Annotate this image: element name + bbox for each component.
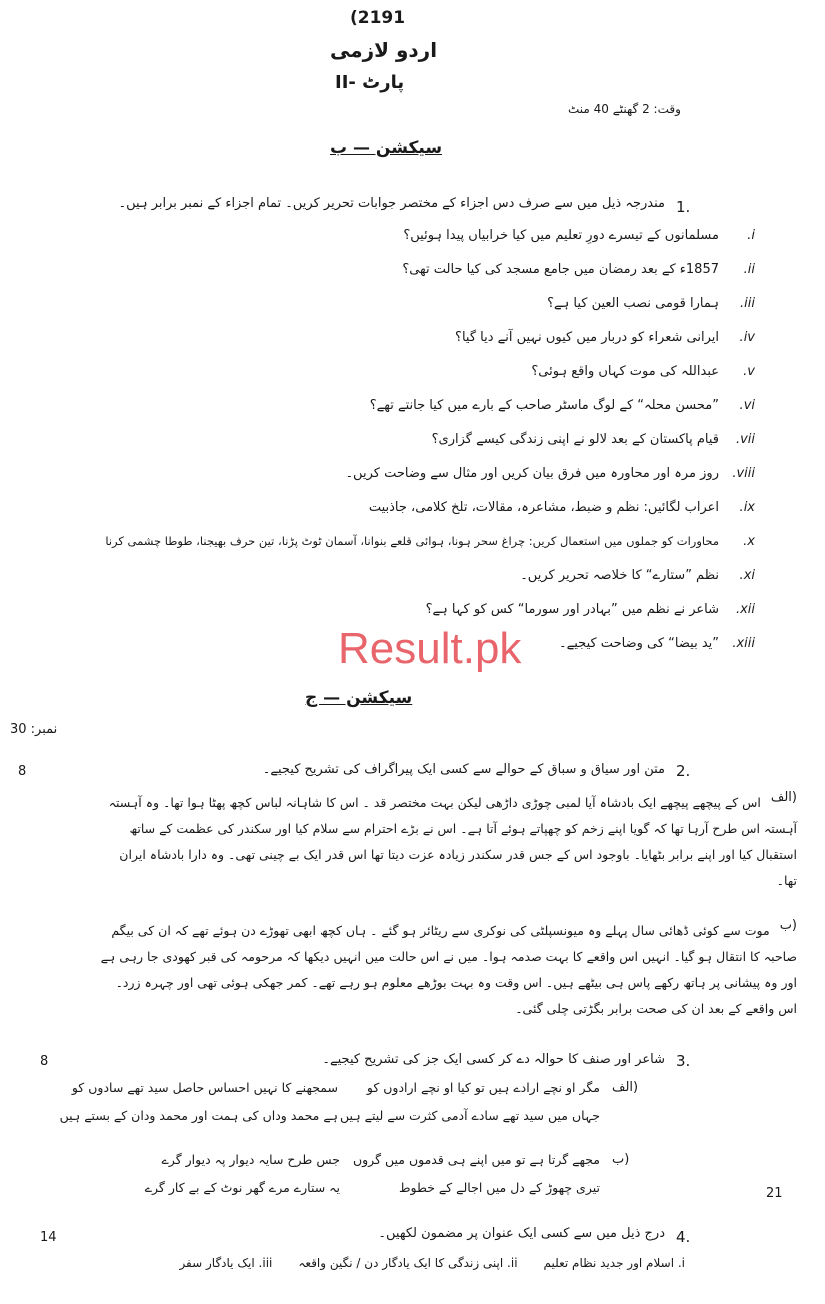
q3-part-b-right-verse-1: مجھے گرتا ہے تو میں اپنے ہی قدموں میں گروں xyxy=(352,1152,600,1167)
question-3-number: 3. xyxy=(676,1052,691,1070)
topic-item: iii. ایک یادگار سفر xyxy=(179,1256,273,1270)
list-item xyxy=(55,432,755,466)
section-b-heading: سیکشن — ب xyxy=(330,138,443,158)
part-a-paragraph: اس کے پیچھے پیچھے ایک بادشاہ آیا لمبی چوڑی داڑھی لیکن بہت مختصر قد ۔ اس کا شاہانہ لباس کچھ پھٹا ہوا تھا۔ وہ آہستہ آہستہ اس طرح آرہا تھا کہ گویا اپنے زخم کو چھپاتے ہوئے آتا ہے۔ اس نے بڑے احترام سے سلام کیا اور سکندر کی عظمت کے ساتھ استقبال کیا اور اپنے برابر بٹھایا۔ باوجود اس کے جس قدر سکندر زیادہ عزت دیتا تھا اس قدر ایک بے چینی تھی۔ وہ دارا بادشاہ ایران تھا۔ xyxy=(108,795,797,888)
time-allowed: وقت: 2 گھنٹے 40 منٹ xyxy=(568,102,681,116)
item-text: ”ید بیضا“ کی وضاحت کیجیے۔ xyxy=(559,636,719,651)
q3-part-a-left-verse-2: ہے محمد وداں کی ہمت اور محمد ودان کے بستے ہیں xyxy=(59,1108,338,1123)
topic-item: ii. اپنی زندگی کا ایک یادگار دن / نگین واقعہ xyxy=(298,1256,518,1270)
item-number: vi. xyxy=(739,398,755,413)
list-item xyxy=(55,398,755,432)
question-2-part-a xyxy=(27,790,797,894)
list-item xyxy=(55,466,755,500)
part-a-label: (الف xyxy=(770,790,797,805)
part-label: پارٹ -II xyxy=(335,72,405,93)
q3-part-a-right-verse-1: مگر او نچے ارادے ہیں تو کیا او نچے ارادوں کو xyxy=(366,1080,600,1095)
item-number: viii. xyxy=(732,466,755,481)
list-item xyxy=(55,364,755,398)
subject-title: اردو لازمی xyxy=(330,38,438,62)
part-b-label: (ب xyxy=(779,918,797,933)
q3-part-a-left-verse-1: سمجھنے کا نہیں احساس حاصل سید تھے سادوں کو xyxy=(71,1080,338,1095)
item-number: ii. xyxy=(743,262,755,277)
item-text: قیام پاکستان کے بعد لالو نے اپنی زندگی کیسے گزاری؟ xyxy=(431,432,719,447)
list-item xyxy=(55,262,755,296)
question-4-number: 4. xyxy=(676,1228,691,1246)
q3-part-a-right-verse-2: جہاں میں سید تھے سادے آدمی کثرت سے لیتے ہیں xyxy=(340,1108,600,1123)
question-4-instruction: درج ذیل میں سے کسی ایک عنوان پر مضمون لکھیں۔ xyxy=(378,1226,665,1241)
question-2-part-b xyxy=(27,918,797,1022)
paper-code: (2191 xyxy=(350,8,406,28)
item-number: iii. xyxy=(740,296,755,311)
item-number: v. xyxy=(743,364,755,379)
item-text: عبداللہ کی موت کہاں واقع ہوئی؟ xyxy=(531,364,719,379)
item-number: xiii. xyxy=(732,636,755,651)
q3-part-b-label: (ب xyxy=(612,1152,630,1167)
list-item xyxy=(55,228,755,262)
list-item xyxy=(55,568,755,602)
question-2-marks: 8 xyxy=(18,764,27,779)
watermark-text: Result.pk xyxy=(338,624,522,673)
q3-part-b-right-verse-2: تیری چھوڑ کے دل میں اجالے کے خطوط xyxy=(398,1180,600,1195)
item-text: مسلمانوں کے تیسرے دورِ تعلیم میں کیا خرابیاں پیدا ہوئیں؟ xyxy=(403,228,719,243)
list-item xyxy=(55,500,755,534)
question-3-instruction: شاعر اور صنف کا حوالہ دے کر کسی ایک جز کی تشریح کیجیے۔ xyxy=(322,1052,665,1067)
item-number: vii. xyxy=(735,432,755,447)
question-4-marks: 14 xyxy=(40,1230,57,1245)
question-1-items xyxy=(55,228,755,670)
section-c-marks: نمبر: 30 xyxy=(10,722,58,737)
q3-part-b-left-verse-2: یہ ستارے مرے گھر نوٹ کے بے کار گرے xyxy=(144,1180,340,1195)
item-number: ix. xyxy=(739,500,755,515)
list-item xyxy=(55,296,755,330)
side-mark: 21 xyxy=(766,1186,783,1201)
item-text: 1857ء کے بعد رمضان میں جامع مسجد کی کیا حالت تھی؟ xyxy=(402,262,719,277)
item-text: ہمارا قومی نصب العین کیا ہے؟ xyxy=(547,296,719,311)
topic-item: i. اسلام اور جدید نظام تعلیم xyxy=(543,1256,685,1270)
list-item xyxy=(55,534,755,568)
q3-part-b-left-verse-1: جس طرح سایہ دیوار پہ دیوار گرے xyxy=(161,1152,340,1167)
question-3-marks: 8 xyxy=(40,1054,49,1069)
item-text: اعراب لگائیں: نظم و ضبط، مشاعرہ، مقالات، تلخ کلامی، جاذبیت xyxy=(368,500,719,515)
question-2-instruction: متن اور سیاق و سباق کے حوالے سے کسی ایک پیراگراف کی تشریح کیجیے۔ xyxy=(262,762,665,777)
question-2-number: 2. xyxy=(676,762,691,780)
section-c-heading: سیکشن — ج xyxy=(305,688,413,708)
item-text: ”محسن محلہ“ کے لوگ ماسٹر صاحب کے بارے میں کیا جانتے تھے؟ xyxy=(369,398,719,413)
item-number: iv. xyxy=(739,330,755,345)
item-number: i. xyxy=(747,228,755,243)
item-text: شاعر نے نظم میں ”بہادر اور سورما“ کس کو کہا ہے؟ xyxy=(425,602,719,617)
question-1-number: 1. xyxy=(676,198,691,216)
part-b-paragraph: موت سے کوئی ڈھائی سال پہلے وہ میونسپلٹی کی نوکری سے ریٹائر ہو گئے ۔ ہاں کچھ ابھی تھوڑے دن ہوئے تھے کہ ان کی بیگم صاحبہ کا انتقال ہو گیا۔ انہیں اس واقعے کا بہت صدمہ ہوا۔ میں نے اس حالت میں انہیں دیکھا کہ مرحومہ کی قبر کھودی جا رہی ہے اور وہ پیشانی پر ہاتھ رکھے پاس ہی بیٹھے ہیں۔ اس وقت وہ بہت بوڑھے معلوم ہو رہے تھے۔ کمر جھکی ہوئی تھی اور چہرہ زرد۔ اس واقعے کے بعد ان کی صحت برابر بگڑتی چلی گئی۔ xyxy=(100,923,797,1016)
list-item xyxy=(55,330,755,364)
q3-part-a-label: (الف xyxy=(612,1080,639,1095)
item-text: روز مرہ اور محاورہ میں فرق بیان کریں اور مثال سے وضاحت کریں۔ xyxy=(345,466,719,481)
item-text: ایرانی شعراء کو دربار میں کیوں نہیں آنے دیا گیا؟ xyxy=(455,330,719,345)
question-1-instruction: مندرجہ ذیل میں سے صرف دس اجزاء کے مختصر جوابات تحریر کریں۔ تمام اجزاء کے نمبر برابر ہیں۔ xyxy=(118,196,665,211)
item-text: نظم ”ستارے“ کا خلاصہ تحریر کریں۔ xyxy=(520,568,719,583)
item-number: xii. xyxy=(735,602,755,617)
item-number: x. xyxy=(743,534,755,549)
question-4-topics xyxy=(85,1256,685,1270)
item-number: xi. xyxy=(739,568,755,583)
item-text: محاورات کو جملوں میں استعمال کریں: چراغ سحر ہونا، ہوائی قلعے بنوانا، آسمان ٹوٹ پڑنا، تین حرف بھیجنا، طوطا چشمی کرنا xyxy=(105,534,719,548)
